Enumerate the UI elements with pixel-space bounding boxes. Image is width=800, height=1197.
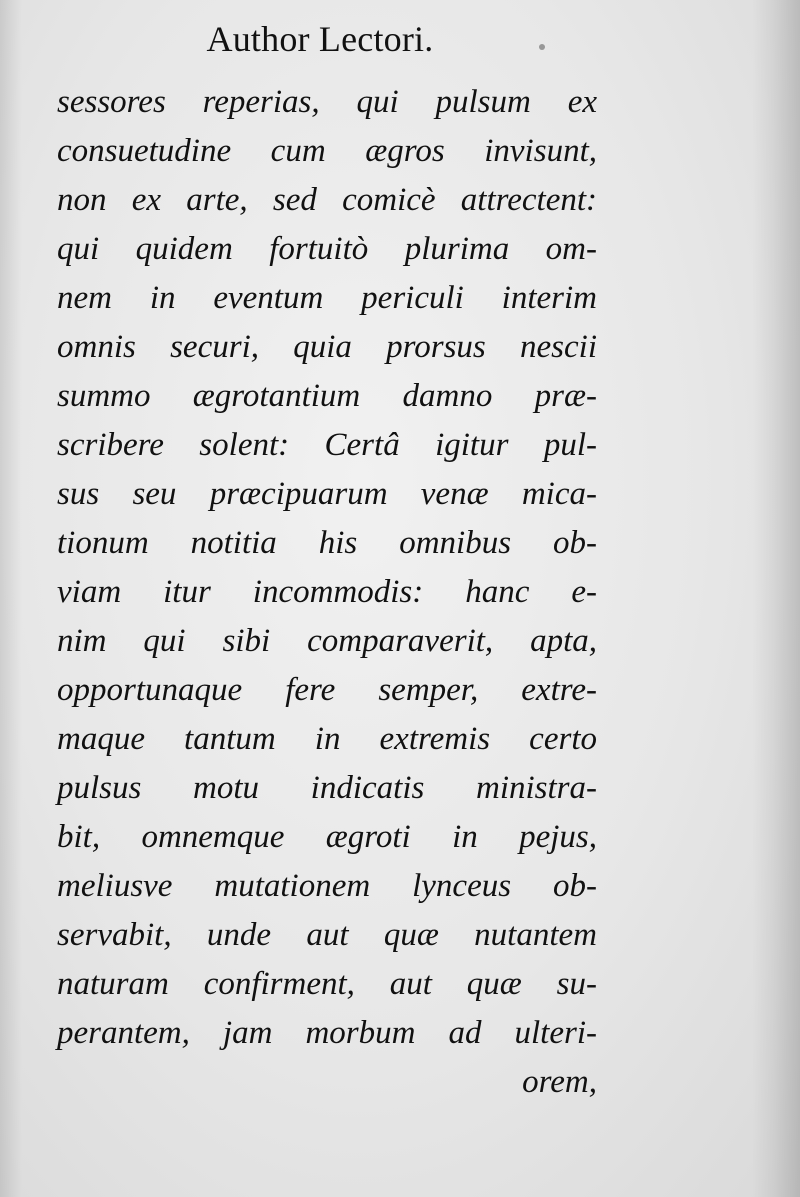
text-line: maque tantum in extremis certo [57, 721, 597, 757]
body-text [57, 78, 597, 1107]
text-line: nem in eventum periculi interim [57, 280, 597, 316]
text-line: omnis securi, quia prorsus nescii [57, 329, 597, 365]
page-left-shadow [0, 0, 22, 1197]
text-line: perantem, jam morbum ad ulteri- [57, 1015, 597, 1051]
text-line: sus seu præcipuarum venæ mica- [57, 476, 597, 512]
text-line: summo ægrotantium damno præ- [57, 378, 597, 414]
text-line: scribere solent: Certâ igitur pul- [57, 427, 597, 463]
text-line: bit, omnemque ægroti in pejus, [57, 819, 597, 855]
text-line: naturam confirment, aut quæ su- [57, 966, 597, 1002]
page-gutter-shadow [752, 0, 800, 1197]
text-line: consuetudine cum ægros invisunt, [57, 133, 597, 169]
text-line: nim qui sibi comparaverit, apta, [57, 623, 597, 659]
text-line: non ex arte, sed comicè attrectent: [57, 182, 597, 218]
text-line: tionum notitia his omnibus ob- [57, 525, 597, 561]
catchword: orem, [522, 1064, 597, 1100]
text-line: opportunaque fere semper, extre- [57, 672, 597, 708]
text-line: servabit, unde aut quæ nutantem [57, 917, 597, 953]
text-line: qui quidem fortuitò plurima om- [57, 231, 597, 267]
text-line: sessores reperias, qui pulsum ex [57, 84, 597, 120]
text-line: pulsus motu indicatis ministra- [57, 770, 597, 806]
running-head: Author Lectori. [206, 19, 434, 59]
text-line: viam itur incommodis: hanc e- [57, 574, 597, 610]
text-line: meliusve mutationem lynceus ob- [57, 868, 597, 904]
